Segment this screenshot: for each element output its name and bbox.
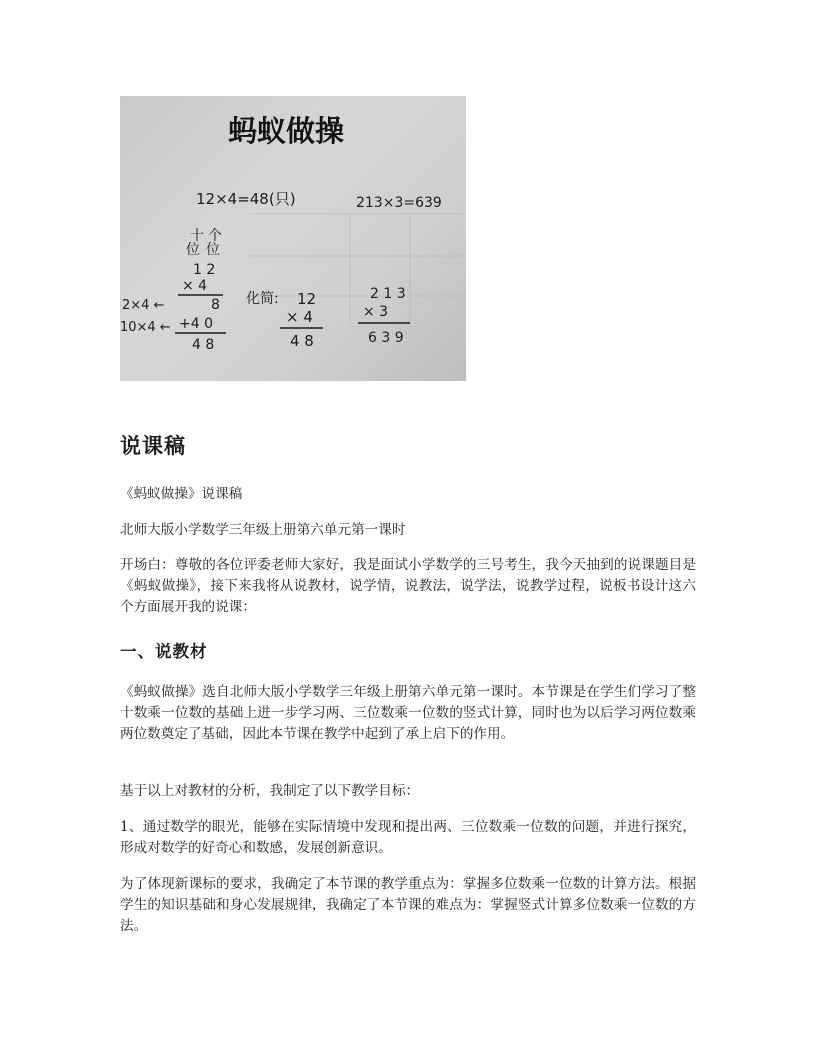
paragraph-opening: 开场白：尊敬的各位评委老师大家好，我是面试小学数学的三号考生，我今天抽到的说课题目是《蚂蚁做操》，接下来我将从说教材，说学情，说教法，说学法，说教学过程，说板书设计这六个方面展开我的说课： [120,557,696,615]
paragraph-goals-intro: 基于以上对教材的分析，我制定了以下教学目标： [120,783,420,799]
v1-top: 1 2 [193,262,216,278]
v3-mul: × 3 [363,304,389,320]
page-heading: 说课稿 [120,434,186,458]
paragraph-textbook: 《蚂蚁做操》选自北师大版小学数学三年级上册第六单元第一课时。本节课是在学生们学习了整十数乘一位数的基础上进一步学习两、三位数乘一位数的竖式计算，同时也为以后学习两位数乘两位数奠定了基础，因此本节课在教学中起到了承上启下的作用。 [120,684,696,742]
v1-partial-2: +4 0 [179,316,213,332]
v1-partial-1: 8 [211,297,220,313]
paragraph-subtitle: 《蚂蚁做操》说课稿 [120,486,243,502]
place-wei-1: 位 [186,242,200,258]
v3-result: 6 3 9 [368,330,404,346]
handwritten-photo [120,96,466,381]
place-wei-2: 位 [206,242,220,258]
equation-left: 12×4=48(只) [196,190,296,208]
v3-top: 2 1 3 [370,286,406,302]
v1-note-1: 2×4 ← [122,298,165,313]
document-page [120,96,696,934]
place-ones: 个 [208,228,222,244]
paragraph-goal-1: 1、通过数学的眼光，能够在实际情境中发现和提出两、三位数乘一位数的问题，并进行探究，形成对数学的好奇心和数感，发展创新意识。 [120,819,696,856]
place-tens: 十 [190,228,204,244]
v1-mul: × 4 [182,278,208,294]
v2-top: 12 [297,290,317,308]
background-table-lines [250,214,466,326]
v2-result: 4 8 [290,332,314,350]
equation-right: 213×3=639 [356,195,442,211]
section-heading-textbook: 一、说教材 [120,642,208,661]
photo-title: 蚂蚁做操 [228,114,345,148]
v2-label: 化简: [246,291,279,307]
handwriting-drawing [120,96,466,381]
paragraph-key-points: 为了体现新课标的要求，我确定了本节课的教学重点为：掌握多位数乘一位数的计算方法。根据学生的知识基础和身心发展规律，我确定了本节课的难点为：掌握竖式计算多位数乘一位数的方法。 [120,876,696,934]
v1-result: 4 8 [192,337,215,353]
v1-note-2: 10×4 ← [120,320,171,335]
v2-mul: × 4 [286,308,313,326]
paragraph-course-info: 北师大版小学数学三年级上册第六单元第一课时 [120,522,406,538]
